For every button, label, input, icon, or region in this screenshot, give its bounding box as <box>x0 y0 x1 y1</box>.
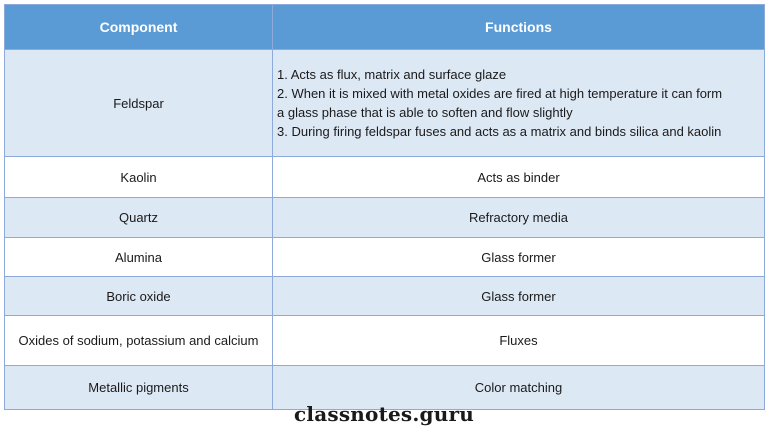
component-cell: Quartz <box>5 198 273 238</box>
header-functions: Functions <box>273 5 765 50</box>
components-table-container <box>4 4 764 410</box>
function-line: 3. During firing feldspar fuses and acts as a matrix and binds silica and kaolin <box>277 124 722 139</box>
table-row <box>5 316 765 366</box>
component-cell: Kaolin <box>5 157 273 198</box>
function-cell: Glass former <box>273 238 765 277</box>
component-cell: Metallic pigments <box>5 366 273 410</box>
component-cell: Oxides of sodium, potassium and calcium <box>5 316 273 366</box>
components-table <box>4 4 765 410</box>
function-line: 1. Acts as flux, matrix and surface glaze <box>277 67 507 82</box>
function-line: a glass phase that is able to soften and flow slightly <box>277 105 573 120</box>
component-cell: Feldspar <box>5 50 273 157</box>
function-cell: Acts as binder <box>273 157 765 198</box>
functions-cell <box>273 50 765 157</box>
table-row <box>5 50 765 157</box>
component-cell: Alumina <box>5 238 273 277</box>
function-cell: Fluxes <box>273 316 765 366</box>
table-row <box>5 277 765 316</box>
header-component: Component <box>5 5 273 50</box>
function-cell: Refractory media <box>273 198 765 238</box>
function-line: 2. When it is mixed with metal oxides are fired at high temperature it can form <box>277 86 723 101</box>
table-header-row <box>5 5 765 50</box>
function-cell: Glass former <box>273 277 765 316</box>
site-watermark: classnotes.guru <box>294 402 474 426</box>
table-row <box>5 198 765 238</box>
table-row <box>5 157 765 198</box>
component-cell: Boric oxide <box>5 277 273 316</box>
function-cell: Color matching <box>273 366 765 410</box>
table-row <box>5 238 765 277</box>
